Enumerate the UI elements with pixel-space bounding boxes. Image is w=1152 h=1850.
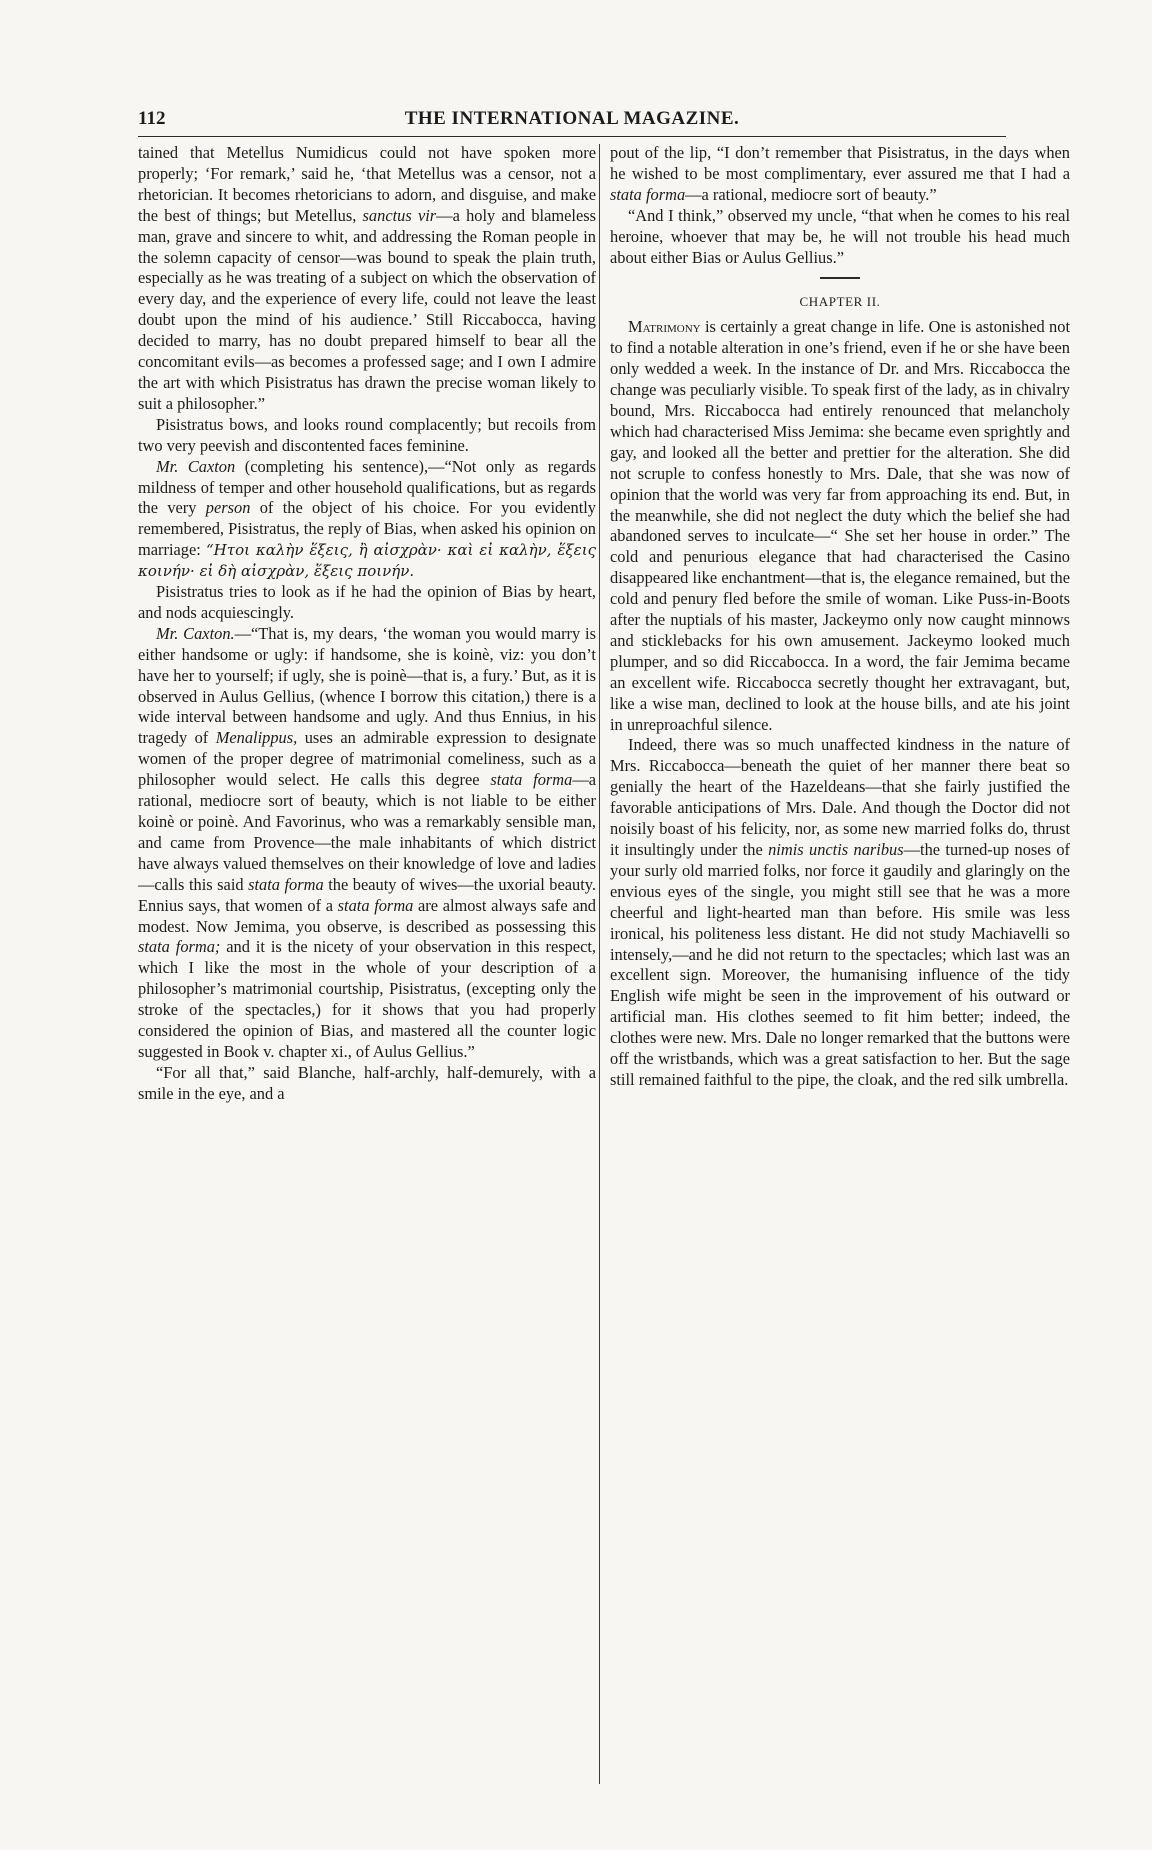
left-column bbox=[138, 143, 596, 1105]
paragraph: Mr. Caxton.—“That is, my dears, ‘the woman you would marry is either handsome or ugly: if handsome, she is koinè, viz: you don’t have her to yourself; if ugly, she is poinè—that is, a fury.’ But, as it is observed in Aulus Gellius, (whence I borrow this citation,) there is a wide interval between handsome and ugly. And thus Ennius, in his tragedy of Menalippus, uses an admirable expression to designate women of the proper degree of matrimonial comeliness, such as a philosopher would select. He calls this degree stata forma—a rational, mediocre sort of beauty, which is not liable to be either koinè or poinè. And Favorinus, who was a remarkably sensible man, and came from Provence—the male inhabitants of which district have always valued themselves on their knowledge of love and ladies—calls this said stata forma the beauty of wives—the uxorial beauty. Ennius says, that women of a stata forma are almost always safe and modest. Now Jemima, you observe, is described as possessing this stata forma; and it is the nicety of your observation in this respect, which I like the most in the whole of your description of a philosopher’s matrimonial courtship, Pisistratus, (excepting only the stroke of the spectacles,) for it shows that you had properly considered the opinion of Bias, and mastered all the counter logic suggested in Book v. chapter xi., of Aulus Gellius.” bbox=[138, 623, 597, 1061]
column-divider bbox=[599, 144, 600, 1784]
page-number: 112 bbox=[138, 108, 166, 129]
paragraph: “And I think,” observed my uncle, “that when he comes to his real heroine, whoever that may be, he will not trouble his head much about either Bias or Aulus Gellius.” bbox=[610, 205, 1070, 267]
paragraph: Mr. Caxton (completing his sentence),—“Not only as regards mildness of temper and other household qualifications, but as regards the very person of the object of his choice. For you evidently remembered, Pisistratus, the reply of Bias, when asked his opinion on marriage: “Ητοι καλὴν ἕξεις, ἢ αἰσχρὰν· καὶ εἰ καλὴν, ἕξεις κοινήν· εἰ δὴ αἰσχρὰν, ἕξεις ποινήν. bbox=[138, 456, 597, 581]
right-column bbox=[610, 143, 1070, 1091]
page-header bbox=[138, 106, 1006, 137]
paragraph: pout of the lip, “I don’t remember that Pisistratus, in the days when he wished to be most complimentary, ever assured me that I had a stata forma—a rational, mediocre sort of beauty.” bbox=[610, 143, 1070, 204]
section-divider bbox=[820, 277, 860, 279]
chapter-heading: CHAPTER II. bbox=[799, 294, 881, 310]
greek-quotation: “Ητοι καλὴν ἕξεις, ἢ αἰσχρὰν· καὶ εἰ καλὴν, ἕξεις κοινήν· εἰ δὴ αἰσχρὰν, ἕξεις ποινήν. bbox=[138, 541, 596, 581]
paragraph: Pisistratus bows, and looks round complacently; but recoils from two very peevish and discontented faces feminine. bbox=[138, 414, 596, 455]
paragraph: “For all that,” said Blanche, half-archly, half-demurely, with a smile in the eye, and a bbox=[138, 1062, 596, 1103]
paragraph: Pisistratus tries to look as if he had the opinion of Bias by heart, and nods acquiescingly. bbox=[138, 582, 596, 622]
paragraph: Matrimony is certainly a great change in life. One is astonished not to find a notable alteration in one’s friend, even if he or she have been only wedded a week. In the instance of Dr. and Mrs. Riccabocca the change was peculiarly visible. To speak first of the lady, as in chivalry bound, Mrs. Riccabocca had entirely renounced that melancholy which had characterised Miss Jemima: she became even sprightly and gay, and looked all the better and prettier for the alteration. She did not scruple to confess honestly to Mrs. Dale, that she was now of opinion that the world was very far from approaching its end. But, in the meanwhile, she did not neglect the duty which the belief she had abandoned serves to inculcate—“ She set her house in order.” The cold and penurious elegance that had characterised the Casino disappeared like enchantment—that is, the elegance remained, but the cold and penury fled before the smile of woman. Like Puss-in-Boots after the nuptials of his master, Jackeymo only now caught minnows and sticklebacks for his own amusement. Jackeymo looked much plumper, and so did Riccabocca. In a word, the fair Jemima became an excellent wife. Riccabocca secretly thought her extravagant, but, like a wise man, declined to look at the house bills, and ate his joint in unreproachful silence. bbox=[610, 317, 1070, 734]
paragraph: Indeed, there was so much unaffected kindness in the nature of Mrs. Riccabocca—beneath the quiet of her manner there beat so genially the heart of the Hazeldeans—that she fairly justified the favorable anticipations of Mrs. Dale. And though the Doctor did not noisily boast of his felicity, nor, as some new married folks do, thrust it insultingly under the nimis unctis naribus—the turned-up noses of your surly old married folks, nor force it gaudily and glaringly on the envious eyes of the single, you might still see that he was a more cheerful and light-hearted man than before. His smile was less ironical, his politeness less distant. He did not study Machiavelli so intensely,—and he did not return to the spectacles; which last was an excellent sign. Moreover, the humanising influence of the tidy English wife might be seen in the improvement of his outward or artificial man. His clothes seemed to fit him better; indeed, the clothes were new. Mrs. Dale no longer remarked that the buttons were off the wristbands, which was a great satisfaction to her. But the sage still remained faithful to the pipe, the cloak, and the red silk umbrella. bbox=[610, 735, 1070, 1089]
running-title: THE INTERNATIONAL MAGAZINE. bbox=[404, 108, 740, 129]
paragraph: tained that Metellus Numidicus could not have spoken more properly; ‘For remark,’ said he, ‘that Metellus was a censor, not a rhetorician. It becomes rhetoricians to adorn, and disguise, and make the best of things; but Metellus, sanctus vir—a holy and blameless man, grave and sincere to whit, and addressing the Roman people in the solemn capacity of censor—was bound to speak the plain truth, especially as he was treating of a subject on which the observation of every day, and the experience of every life, could not leave the least doubt upon the mind of his audience.’ Still Riccabocca, having decided to marry, has no doubt prepared himself to bear all the concomitant evils—as becomes a professed sage; and I own I admire the art with which Pisistratus has drawn the precise woman likely to suit a philosopher.” bbox=[138, 143, 596, 413]
